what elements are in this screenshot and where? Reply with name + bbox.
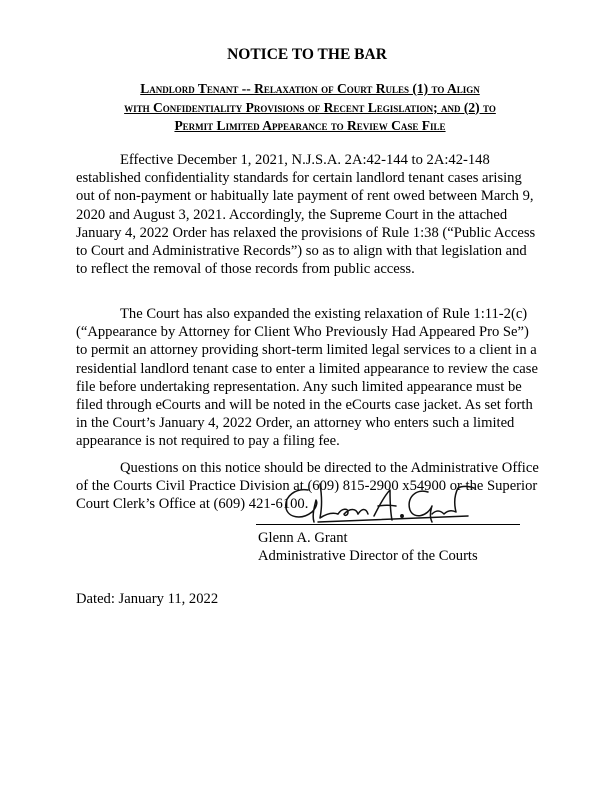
paragraph-line: file before undertaking representation. Any such limited appearance must be bbox=[76, 378, 522, 395]
paragraph-line: residential landlord tenant case to enter a limited appearance to review the case bbox=[76, 360, 538, 377]
paragraph-line: Questions on this notice should be directed to the Administrative Office bbox=[120, 460, 539, 476]
paragraph-line: established confidentiality standards for certain landlord tenant cases arising bbox=[76, 170, 522, 187]
subject-line: Permit Limited Appearance to Review Case File bbox=[174, 118, 446, 133]
paragraph-line: to Court and Administrative Records”) so as to align with that legislation and bbox=[76, 243, 527, 260]
subject-line: Landlord Tenant -- Relaxation of Court Rules (1) to Align bbox=[140, 81, 480, 96]
paragraph-line: filed through eCourts and will be noted in the eCourts case jacket. As set forth bbox=[76, 397, 533, 414]
paragraph-line: The Court has also expanded the existing relaxation of Rule 1:11-2(c) bbox=[120, 306, 528, 322]
paragraph-line: 2020 and August 3, 2021. Accordingly, the Supreme Court in the attached bbox=[76, 206, 508, 223]
subject-line: with Confidentiality Provisions of Recent Legislation; and (2) to bbox=[124, 99, 496, 115]
notice-subject bbox=[60, 80, 560, 136]
paragraph-line: Effective December 1, 2021, N.J.S.A. 2A:42-144 to 2A:42-148 bbox=[120, 152, 490, 168]
paragraph-line: of the Courts Civil Practice Division at (609) 815-2900 x54900 or the Superior bbox=[76, 478, 538, 495]
handwritten-signature bbox=[278, 478, 478, 528]
paragraph-line: to reflect the removal of those records from public access. bbox=[76, 261, 415, 278]
signer-name: Glenn A. Grant bbox=[258, 530, 348, 546]
paragraph-line: appearance is not required to pay a filing fee. bbox=[76, 433, 340, 450]
paragraph-effective-date bbox=[76, 151, 556, 278]
paragraph-line: January 4, 2022 Order has relaxed the provisions of Rule 1:38 (“Public Access bbox=[76, 224, 536, 241]
dated-line: Dated: January 11, 2022 bbox=[76, 591, 219, 607]
paragraph-limited-appearance bbox=[76, 305, 556, 451]
paragraph-line: in the Court’s January 4, 2022 Order, an attorney who enters such a limited bbox=[76, 415, 515, 432]
notice-title: NOTICE TO THE BAR bbox=[227, 46, 387, 63]
paragraph-line: Court Clerk’s Office at (609) 421-6100. bbox=[76, 496, 309, 513]
paragraph-line: to permit an attorney providing short-term limited legal services to a client in a bbox=[76, 342, 537, 359]
signature-line bbox=[256, 524, 520, 525]
paragraph-line: (“Appearance by Attorney for Client Who Previously Had Appeared Pro Se”) bbox=[76, 324, 529, 341]
signer-block bbox=[258, 529, 478, 565]
signer-title: Administrative Director of the Courts bbox=[258, 548, 478, 565]
paragraph-line: out of non-payment or habitually late payment of rent owed between March 9, bbox=[76, 188, 534, 205]
